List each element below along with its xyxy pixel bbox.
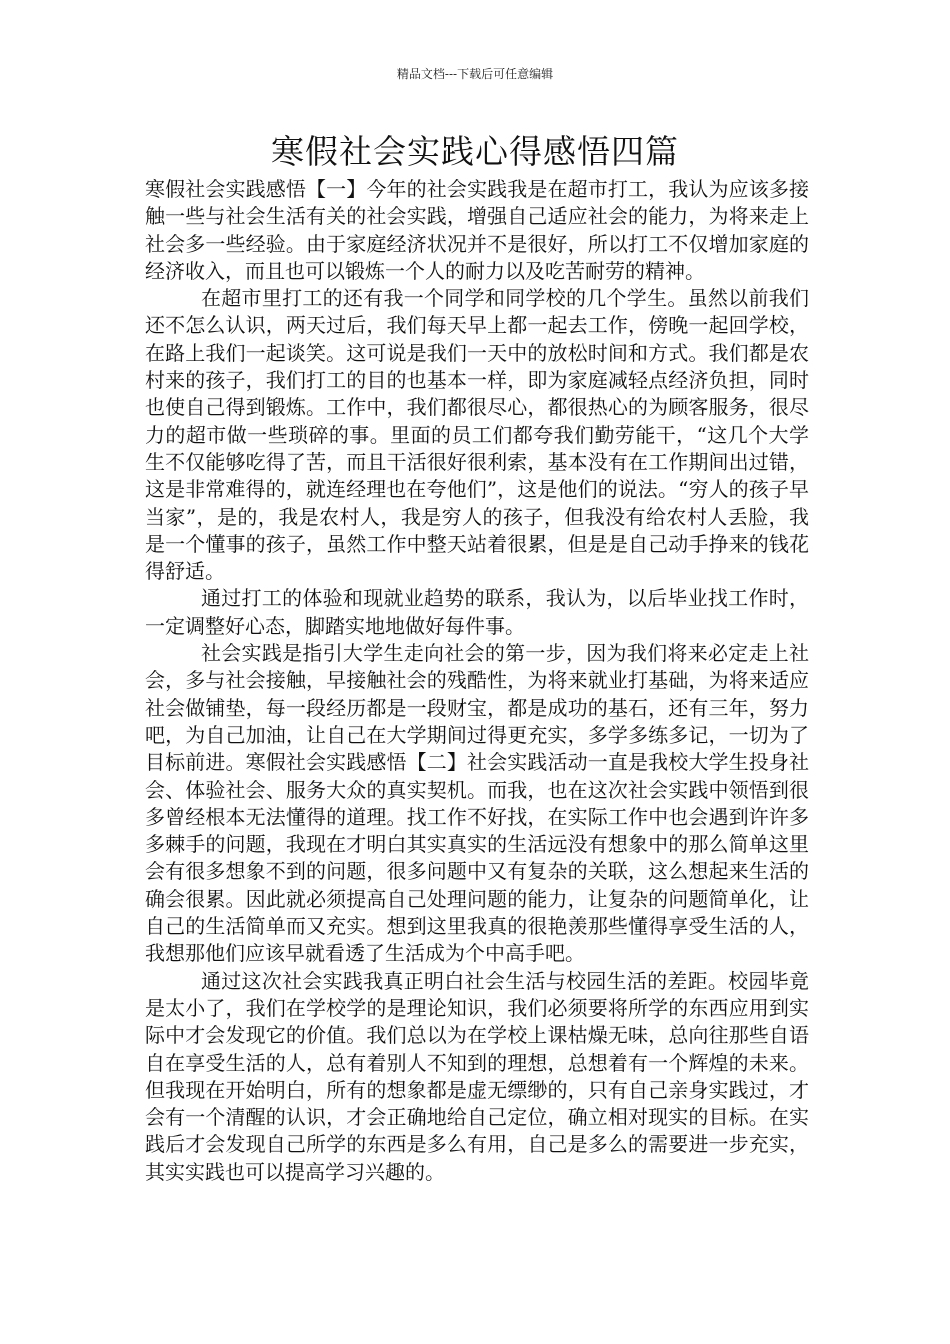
paragraph-5: 通过这次社会实践我真正明白社会生活与校园生活的差距。校园毕竟是太小了，我们在学校学的是理论知识，我们必须要将所学的东西应用到实际中才会发现它的价值。我们总以为在学校上课枯燥无味，总向往那些自语自在享受生活的人，总有着别人不知到的理想，总想着有一个辉煌的未来。但我现在开始明白，所有的想象都是虚无缥缈的，只有自己亲身实践过，才会有一个清醒的认识，才会正确地给自己定位，确立相对现实的目标。在实践后才会发现自己所学的东西是多么有用，自己是多么的需要进一步充实，其实实践也可以提高学习兴趣的。: [145, 968, 809, 1184]
paragraph-3: 通过打工的体验和现就业趋势的联系，我认为，以后毕业找工作时，一定调整好心态，脚踏实地地做好每件事。: [145, 586, 809, 638]
document-body: [145, 176, 809, 1186]
paragraph-2: 在超市里打工的还有我一个同学和同学校的几个学生。虽然以前我们还不怎么认识，两天过后，我们每天早上都一起去工作，傍晚一起回学校，在路上我们一起谈笑。这可说是我们一天中的放松时间和方式。我们都是农村来的孩子，我们打工的目的也基本一样，即为家庭减轻点经济负担，同时也使自己得到锻炼。工作中，我们都很尽心，都很热心的为顾客服务，很尽力的超市做一些琐碎的事。里面的员工们都夸我们勤劳能干，“这几个大学生不仅能够吃得了苦，而且干活很好很利索，基本没有在工作期间出过错，这是非常难得的，就连经理也在夸他们”，这是他们的说法。“穷人的孩子早当家”，是的，我是农村人，我是穷人的孩子，但我没有给农村人丢脸，我是一个懂事的孩子，虽然工作中整天站着很累，但是是自己动手挣来的钱花得舒适。: [145, 286, 809, 584]
header-note: 精品文档---下载后可任意编辑: [396, 67, 554, 81]
paragraph-1: 寒假社会实践感悟【一】今年的社会实践我是在超市打工，我认为应该多接触一些与社会生活有关的社会实践，增强自己适应社会的能力，为将来走上社会多一些经验。由于家庭经济状况并不是很好，所以打工不仅增加家庭的经济收入，而且也可以锻炼一个人的耐力以及吃苦耐劳的精神。: [145, 177, 809, 283]
document-title: 寒假社会实践心得感悟四篇: [271, 132, 679, 171]
paragraph-4: 社会实践是指引大学生走向社会的第一步，因为我们将来必定走上社会，多与社会接触，早接触社会的残酷性，为将来就业打基础，为将来适应社会做铺垫，每一段经历都是一段财宝，都是成功的基石，还有三年，努力吧，为自己加油，让自己在大学期间过得更充实，多学多练多记，一切为了目标前进。寒假社会实践感悟【二】社会实践活动一直是我校大学生投身社会、体验社会、服务大众的真实契机。而我，也在这次社会实践中领悟到很多曾经根本无法懂得的道理。找工作不好找，在实际工作中也会遇到许许多多棘手的问题，我现在才明白其实真实的生活远没有想象中的那么简单这里会有很多想象不到的问题，很多问题中又有复杂的关联，这么想起来生活的确会很累。因此就必须提高自己处理问题的能力，让复杂的问题简单化，让自己的生活简单而又充实。想到这里我真的很艳羡那些懂得享受生活的人，我想那他们应该早就看透了生活成为个中高手吧。: [145, 641, 809, 966]
